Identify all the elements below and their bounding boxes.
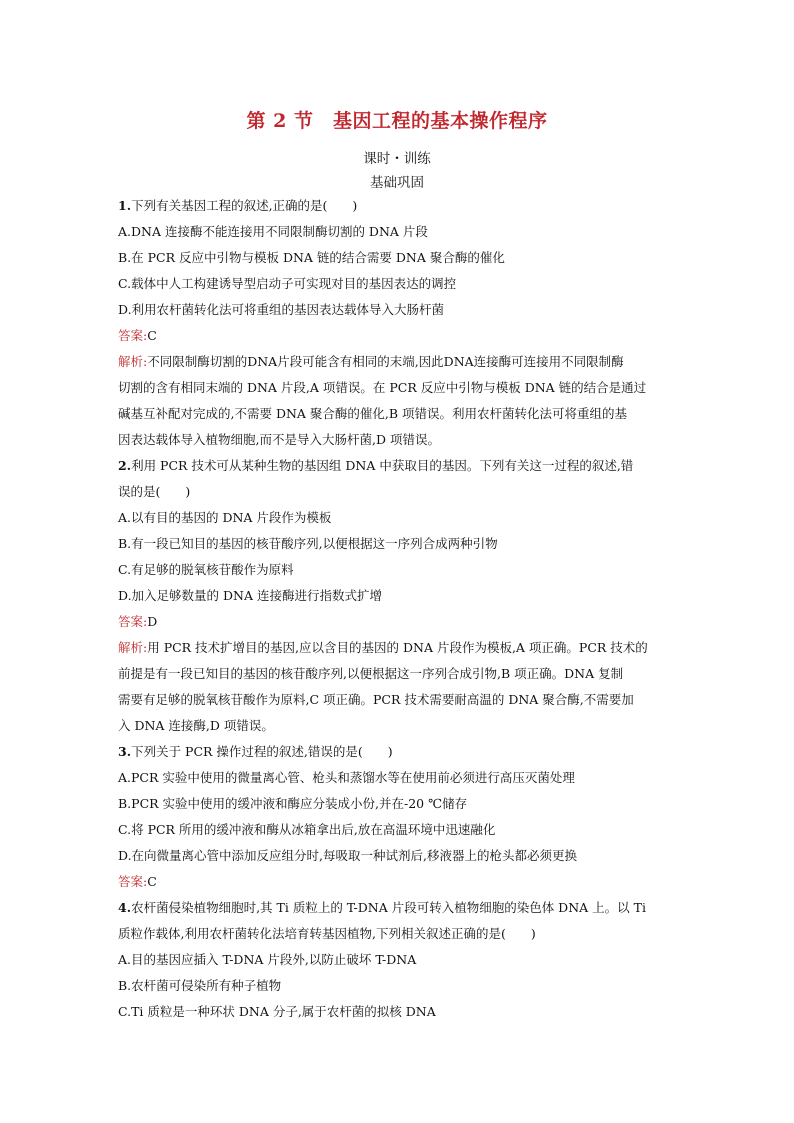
question-1-stem: 1.下列有关基因工程的叙述,正确的是( ) (118, 198, 358, 213)
answer-line (118, 614, 678, 630)
page-title: 第 2 节 基因工程的基本操作程序 (246, 110, 548, 132)
question-number: 1. (118, 198, 132, 213)
question-3-stem: 3.下列关于 PCR 操作过程的叙述,错误的是( ) (118, 744, 393, 759)
option-a: A.DNA 连接酶不能连接用不同限制酶切割的 DNA 片段 (118, 224, 428, 239)
option-d: D.在向微量离心管中添加反应组分时,每吸取一种试剂后,移液器上的枪头都必须更换 (118, 848, 577, 863)
option-b: B.PCR 实验中使用的缓冲液和酶应分装成小份,并在-20 ℃储存 (118, 796, 468, 811)
answer-value: D (147, 614, 158, 629)
answer-value: C (147, 874, 157, 889)
option-c: C.载体中人工构建诱导型启动子可实现对目的基因表达的调控 (118, 276, 457, 291)
analysis-line: 因表达载体导入植物细胞,而不是导入大肠杆菌,D 项错误。 (118, 432, 440, 447)
analysis-line: 需要有足够的脱氧核苷酸作为原料,C 项正确。PCR 技术需要耐高温的 DNA 聚合酶,不需要加 (118, 692, 634, 707)
question-2-stem: 2.利用 PCR 技术可从某种生物的基因组 DNA 中获取目的基因。下列有关这一过程的叙述,错 (118, 458, 634, 473)
analysis-line: 前提是有一段已知目的基因的核苷酸序列,以便根据这一序列合成引物,B 项正确。DNA 复制 (118, 666, 624, 681)
question-number: 2. (118, 458, 132, 473)
option-b: B.农杆菌可侵染所有种子植物 (118, 978, 282, 993)
analysis-line: 入 DNA 连接酶,D 项错误。 (118, 718, 274, 733)
option-a: A.PCR 实验中使用的微量离心管、枪头和蒸馏水等在使用前必须进行高压灭菌处理 (118, 770, 575, 785)
option-b: B.有一段已知目的基因的核苷酸序列,以便根据这一序列合成两种引物 (118, 536, 498, 551)
option-c: C.有足够的脱氧核苷酸作为原料 (118, 562, 294, 577)
option-d: D.利用农杆菌转化法可将重组的基因表达载体导入大肠杆菌 (118, 302, 445, 317)
analysis-label: 解析: (118, 640, 148, 655)
analysis-line: 解析:不同限制酶切割的DNA片段可能含有相同的末端,因此DNA连接酶可连接用不同限制酶 (118, 354, 624, 369)
question-4-stem: 4.农杆菌侵染植物细胞时,其 Ti 质粒上的 T-DNA 片段可转入植物细胞的染色体 DNA 上。以 Ti (118, 900, 646, 915)
analysis-line: 解析:用 PCR 技术扩增目的基因,应以含目的基因的 DNA 片段作为模板,A 项正确。PCR 技术的 (118, 640, 648, 655)
option-c: C.将 PCR 所用的缓冲液和酶从冰箱拿出后,放在高温环境中迅速融化 (118, 822, 496, 837)
subsection-label: 基础巩固 (370, 175, 424, 191)
question-number: 4. (118, 900, 132, 915)
option-d: D.加入足够数量的 DNA 连接酶进行指数式扩增 (118, 588, 382, 603)
analysis-label: 解析: (118, 354, 148, 369)
analysis-line: 切割的含有相同末端的 DNA 片段,A 项错误。在 PCR 反应中引物与模板 DNA 链的结合是通过 (118, 380, 647, 395)
answer-label: 答案: (118, 614, 148, 629)
analysis-line: 碱基互补配对完成的,不需要 DNA 聚合酶的催化,B 项错误。利用农杆菌转化法可将重组的基 (118, 406, 628, 421)
answer-line (118, 874, 678, 890)
answer-value: C (147, 328, 157, 343)
option-c: C.Ti 质粒是一种环状 DNA 分子,属于农杆菌的拟核 DNA (118, 1004, 436, 1019)
question-number: 3. (118, 744, 132, 759)
answer-label: 答案: (118, 328, 148, 343)
question-2-stem-cont: 误的是( ) (118, 484, 191, 499)
option-b: B.在 PCR 反应中引物与模板 DNA 链的结合需要 DNA 聚合酶的催化 (118, 250, 505, 265)
question-4-stem-cont: 质粒作载体,利用农杆菌转化法培育转基因植物,下列相关叙述正确的是( ) (118, 926, 536, 941)
option-a: A.目的基因应插入 T-DNA 片段外,以防止破坏 T-DNA (118, 952, 417, 967)
answer-line (118, 328, 678, 344)
section-label: 课时・训练 (363, 151, 431, 167)
option-a: A.以有目的基因的 DNA 片段作为模板 (118, 510, 332, 525)
answer-label: 答案: (118, 874, 148, 889)
